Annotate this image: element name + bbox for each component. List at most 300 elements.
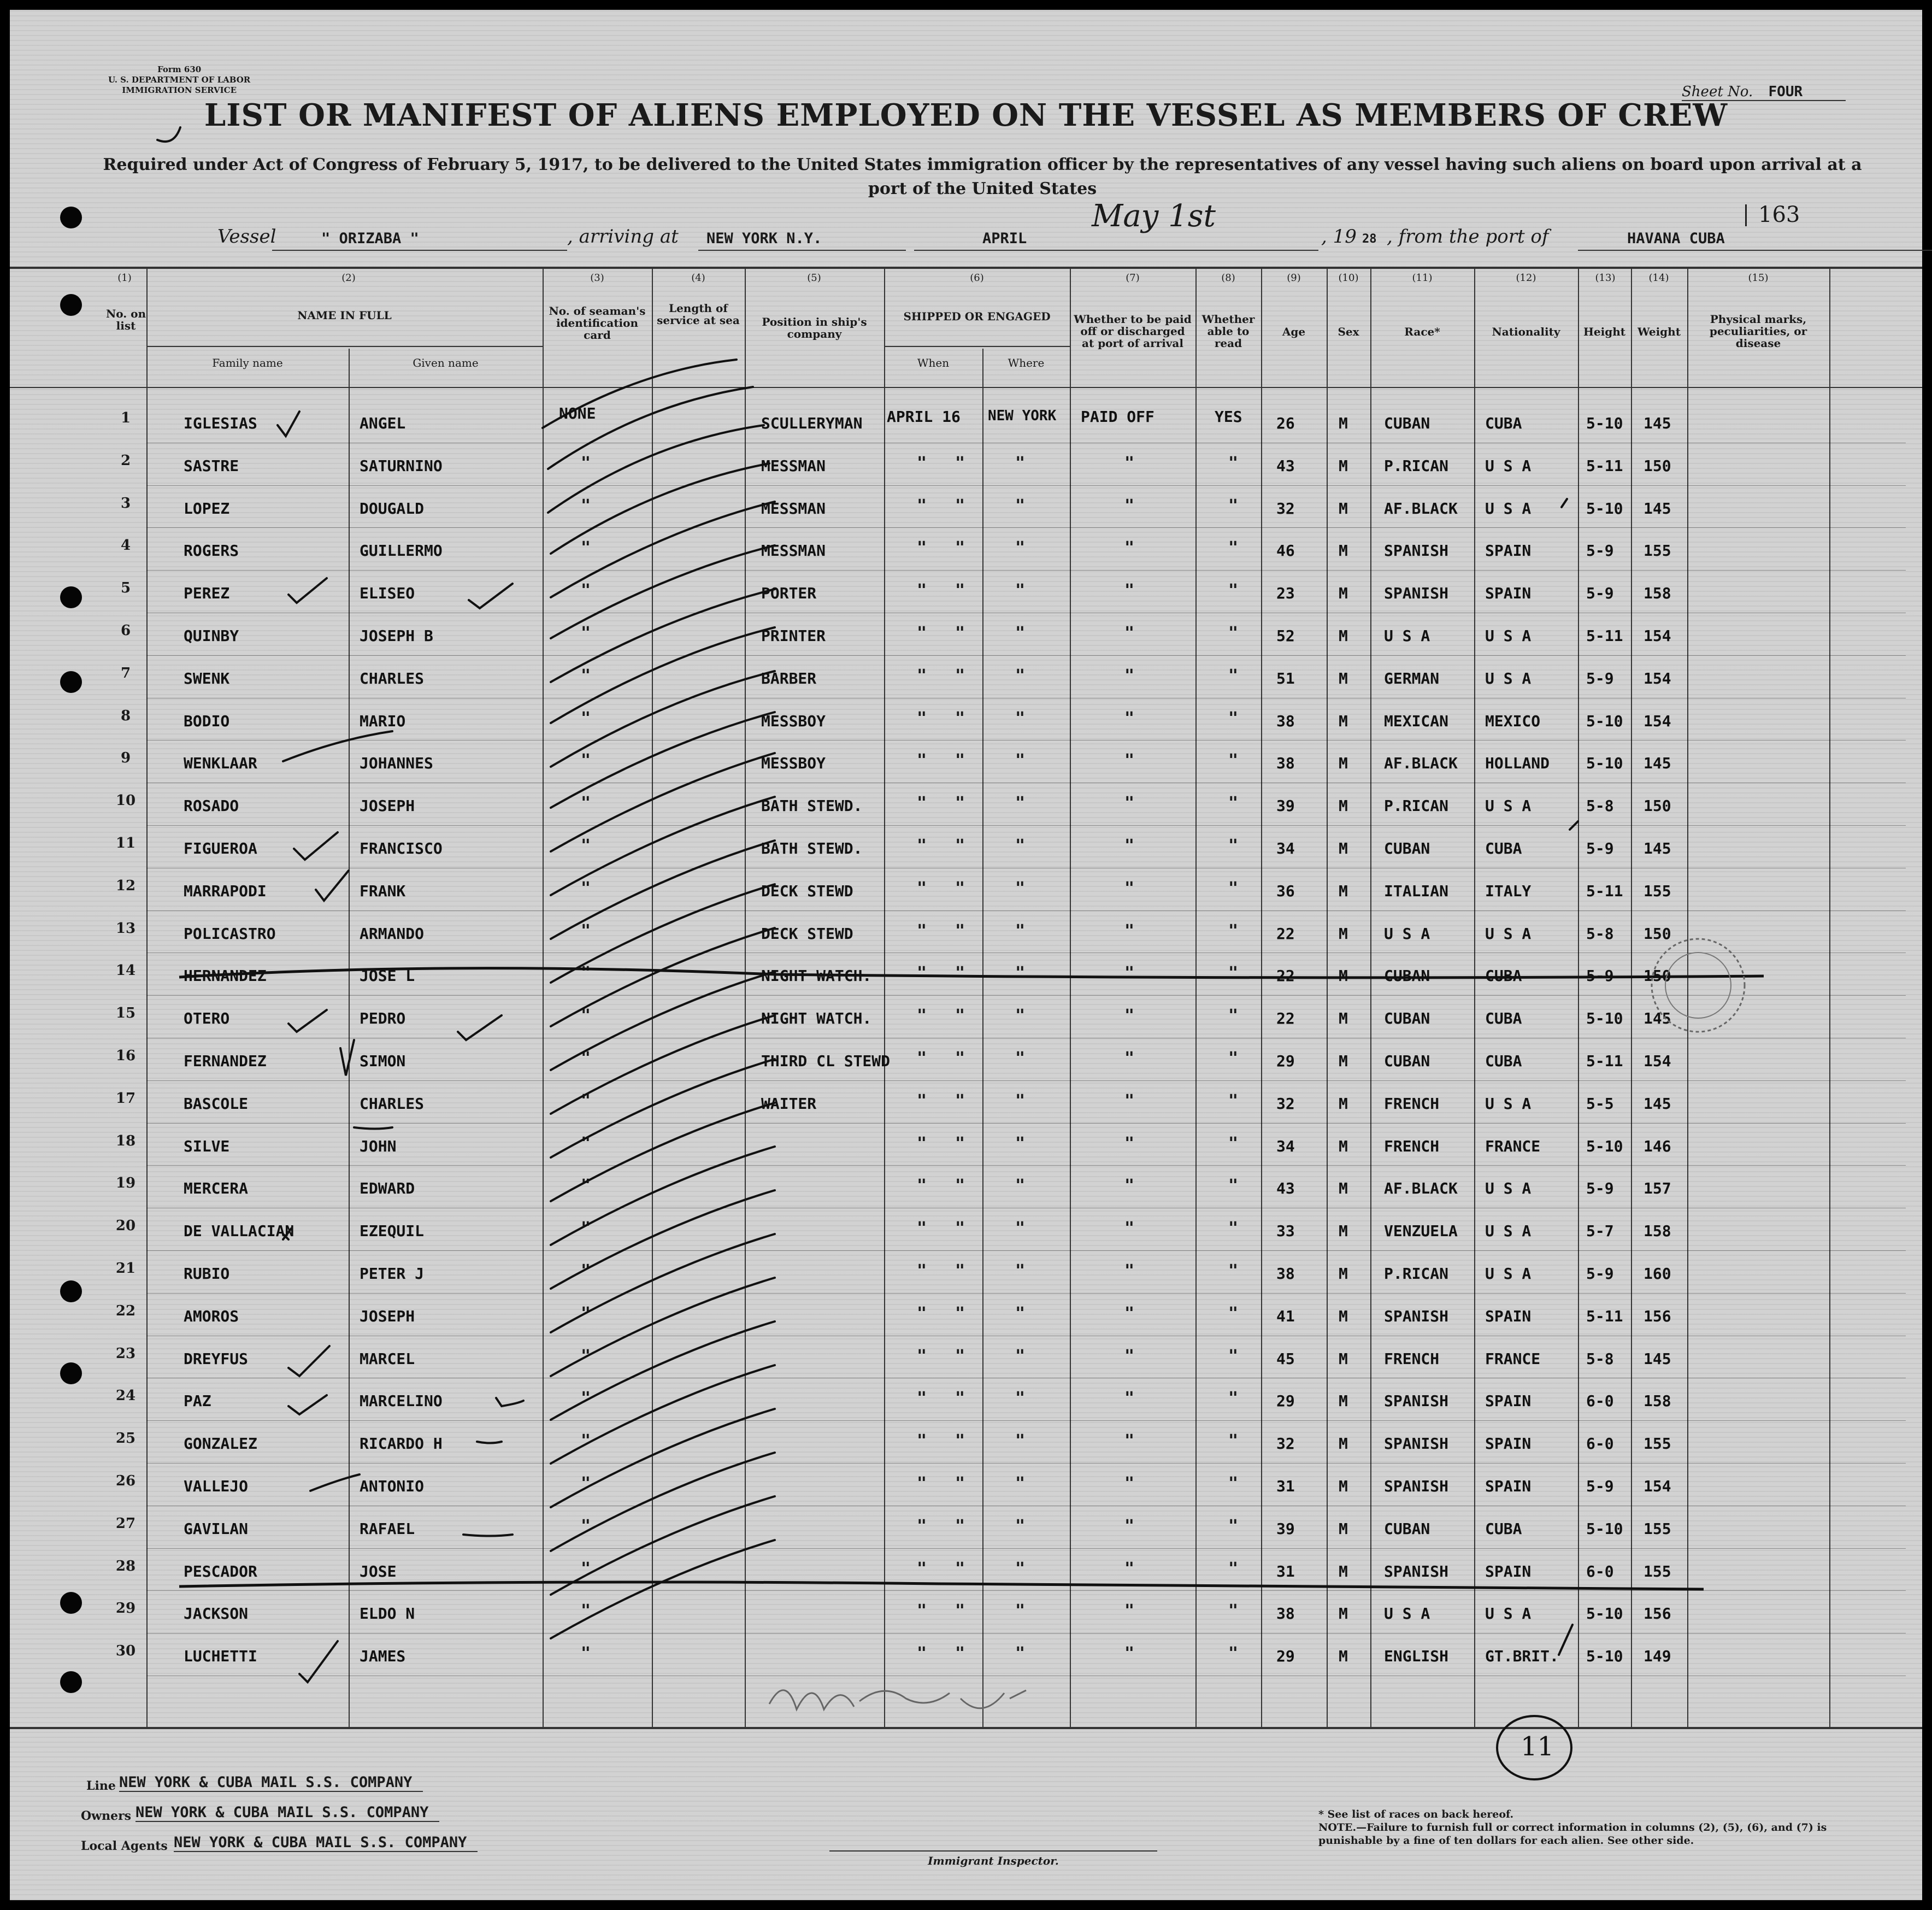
header-height: Height [1583,325,1625,338]
sex-cell: M [1339,499,1348,518]
race-cell: CUBAN [1384,1052,1430,1070]
race-cell: P.RICAN [1384,456,1449,475]
ditto-mark: " [1228,1389,1239,1408]
given-name-cell: FRANK [360,881,406,900]
ditto-mark: " [1015,1261,1026,1280]
able-read-value: YES [1215,408,1242,426]
given-name-cell: RICARDO H [360,1435,443,1453]
manifest-sheet [10,10,1922,1900]
family-name-cell: PESCADOR [184,1562,257,1580]
ditto-mark: " [1228,1346,1239,1366]
given-name-cell: JOHANNES [360,754,433,773]
ditto-mark: " [1015,1091,1026,1110]
weight-cell: 145 [1644,1349,1671,1368]
sex-cell: M [1339,1519,1348,1538]
header-given-name: Given name [413,356,479,369]
ditto-mark: " [581,1303,591,1323]
ditto-mark: " [1015,1644,1026,1664]
ditto-mark: " [1228,1219,1239,1238]
height-cell: 5-9 [1586,1179,1614,1198]
date-handwritten: May 1st [1092,198,1216,234]
family-name-cell: FIGUEROA [184,839,257,857]
line-label: Line [86,1779,116,1793]
weight-cell: 157 [1644,1179,1671,1198]
family-name-cell: BODIO [184,712,230,730]
race-cell: MEXICAN [1384,712,1449,730]
nationality-cell: U S A [1485,924,1532,943]
weight-cell: 156 [1644,1307,1671,1325]
sex-cell: M [1339,1265,1348,1283]
ditto-mark: " [1228,878,1239,898]
age-cell: 38 [1276,1265,1295,1283]
height-cell: 5-9 [1586,1265,1614,1283]
column-number: (11) [1412,272,1433,284]
sex-cell: M [1339,712,1348,730]
row-number: 26 [115,1473,136,1489]
column-number: (14) [1648,272,1669,284]
date-month: APRIL [982,230,1027,247]
sex-cell: M [1339,967,1348,985]
sex-cell: M [1339,584,1348,603]
weight-cell: 154 [1644,1477,1671,1495]
ditto-mark: " [581,1474,591,1493]
height-cell: 5-9 [1586,1477,1614,1495]
race-cell: VENZUELA [1384,1222,1458,1241]
ditto-mark: " [955,1049,965,1068]
row-number: 22 [115,1302,136,1319]
given-name-cell: EDWARD [360,1179,415,1198]
family-name-cell: MARRAPODI [184,881,267,900]
ditto-mark: " [955,794,965,813]
column-number: (10) [1338,272,1359,284]
nationality-cell: CUBA [1485,414,1522,432]
ditto-mark: " [917,1389,927,1408]
position-cell: MESSBOY [761,712,826,730]
row-number: 30 [115,1643,136,1660]
height-cell: 5-8 [1586,797,1614,815]
race-cell: CUBAN [1384,967,1430,985]
row-number: 14 [115,962,136,979]
page-title: LIST OR MANIFEST OF ALIENS EMPLOYED ON THE VESSEL AS MEMBERS OF CREW [204,97,1728,133]
position-cell: BATH STEWD. [761,839,863,857]
ditto-mark: " [581,1431,591,1451]
header-able-read: Whether able to read [1201,313,1255,350]
ditto-mark: " [1228,666,1239,685]
race-cell: ITALIAN [1384,881,1449,900]
ditto-mark: " [1015,1133,1026,1153]
race-cell: FRENCH [1384,1094,1440,1113]
ditto-mark: " [1015,1601,1026,1621]
column-number: (3) [590,272,604,284]
check-mark-icon [340,1040,354,1076]
sex-cell: M [1339,754,1348,773]
ditto-mark: " [1124,921,1135,941]
ditto-mark: " [1228,836,1239,855]
ditto-mark: " [1015,666,1026,685]
ditto-mark: " [1015,453,1026,473]
given-name-cell: RAFAEL [360,1519,415,1538]
race-cell: AF.BLACK [1384,1179,1458,1198]
ditto-mark: " [917,1091,927,1110]
age-cell: 29 [1276,1052,1295,1070]
row-number: 12 [115,877,136,894]
ditto-mark: " [917,836,927,855]
family-name-cell: PAZ [184,1392,211,1411]
ditto-mark: " [581,453,591,473]
ditto-mark: " [917,1516,927,1536]
ditto-mark: " [955,1303,965,1323]
ditto-mark: " [1228,581,1239,601]
ditto-mark: " [1124,1644,1135,1664]
position-cell: MESSMAN [761,456,826,475]
ditto-mark: " [917,751,927,771]
height-cell: 5-10 [1586,1137,1623,1155]
ditto-mark: " [1228,751,1239,771]
race-cell: SPANISH [1384,584,1449,603]
family-name-cell: RUBIO [184,1265,230,1283]
ditto-mark: " [1015,1389,1026,1408]
ditto-mark: " [955,1601,965,1621]
year-label: , 19 [1321,226,1357,248]
age-cell: 32 [1276,499,1295,518]
ditto-mark: " [917,1431,927,1451]
ditto-mark: " [581,581,591,601]
nationality-cell: CUBA [1485,1519,1522,1538]
given-name-cell: JOSEPH [360,797,415,815]
height-cell: 5-11 [1586,456,1623,475]
ditto-mark: " [1015,1431,1026,1451]
ditto-mark: " [1228,1431,1239,1451]
weight-cell: 158 [1644,584,1671,603]
ditto-mark: " [917,1133,927,1153]
given-name-cell: ARMANDO [360,924,425,943]
ditto-mark: " [917,666,927,685]
ditto-mark: " [955,1644,965,1664]
sex-cell: M [1339,456,1348,475]
header-nationality: Nationality [1492,325,1560,338]
ditto-mark: " [955,538,965,558]
nationality-cell: HOLLAND [1485,754,1550,773]
ditto-mark: " [955,1091,965,1110]
ditto-mark: " [581,1559,591,1578]
age-cell: 34 [1276,1137,1295,1155]
family-name-cell: SWENK [184,669,230,687]
ditto-mark: " [1015,708,1026,728]
family-name-cell: ROGERS [184,542,239,560]
position-cell: MESSMAN [761,499,826,518]
age-cell: 38 [1276,712,1295,730]
given-name-cell: JOSEPH [360,1307,415,1325]
ditto-mark: " [1124,1559,1135,1578]
nationality-cell: FRANCE [1485,1137,1541,1155]
row-number: 20 [115,1218,136,1235]
given-name-cell: ELDO N [360,1605,415,1623]
given-name-cell: JOHN [360,1137,397,1155]
sex-cell: M [1339,1562,1348,1580]
check-mark-icon [157,127,180,142]
height-cell: 5-9 [1586,542,1614,560]
vessel-name: " ORIZABA " [321,230,419,247]
nationality-cell: SPAIN [1485,1307,1532,1325]
ditto-mark: " [955,1516,965,1536]
race-cell: SPANISH [1384,1307,1449,1325]
family-name-cell: DE VALLACIAN [184,1222,294,1241]
ditto-mark: " [955,1219,965,1238]
race-cell: U S A [1384,924,1430,943]
ditto-mark: " [1124,1091,1135,1110]
row-number: 27 [115,1515,136,1532]
ditto-mark: " [1228,963,1239,983]
weight-cell: 150 [1644,924,1671,943]
ditto-mark: " [1015,963,1026,983]
header-age: Age [1282,325,1306,338]
ditto-mark: " [955,1176,965,1196]
ditto-mark: " [1124,878,1135,898]
header-where: Where [1008,356,1045,369]
sex-cell: M [1339,542,1348,560]
position-cell: WAITER [761,1094,817,1113]
family-name-cell: HERNANDEZ [184,967,267,985]
nationality-cell: SPAIN [1485,1392,1532,1411]
row-number: 21 [115,1260,136,1277]
ditto-mark: " [581,1516,591,1536]
ditto-mark: " [581,1133,591,1153]
owners-value: NEW YORK & CUBA MAIL S.S. COMPANY [136,1804,439,1822]
height-cell: 5-10 [1586,414,1623,432]
ditto-mark: " [955,1006,965,1026]
ditto-mark: " [1015,538,1026,558]
slash-mark [1559,1625,1572,1655]
family-name-cell: LOPEZ [184,499,230,518]
ditto-mark: " [1124,1049,1135,1068]
races-note: * See list of races on back hereof. [1318,1808,1514,1820]
column-number: (1) [117,272,132,284]
nationality-cell: ITALY [1485,881,1532,900]
row-number: 2 [120,452,131,469]
race-cell: SPANISH [1384,1477,1449,1495]
age-cell: 43 [1276,456,1295,475]
ditto-mark: " [1015,878,1026,898]
ditto-mark: " [1228,1006,1239,1026]
family-name-cell: GONZALEZ [184,1435,257,1453]
position-cell: DECK STEWD [761,881,853,900]
ditto-mark: " [1124,1006,1135,1026]
arriving-port: NEW YORK N.Y. [706,230,822,247]
weight-cell: 145 [1644,499,1671,518]
ditto-mark: " [1015,624,1026,643]
ditto-mark: " [1228,538,1239,558]
row-number: 10 [115,792,136,809]
age-cell: 36 [1276,881,1295,900]
ditto-mark: " [1124,1303,1135,1323]
ditto-mark: " [581,708,591,728]
age-cell: 34 [1276,839,1295,857]
ditto-mark: " [1228,921,1239,941]
weight-cell: 158 [1644,1222,1671,1241]
weight-cell: 154 [1644,712,1671,730]
position-cell: PORTER [761,584,817,603]
height-cell: 5-11 [1586,1307,1623,1325]
ditto-mark: " [1124,794,1135,813]
ditto-mark: " [955,921,965,941]
height-cell: 5-7 [1586,1222,1614,1241]
year-value: 28 [1362,232,1377,246]
family-name-cell: SILVE [184,1137,230,1155]
weight-cell: 145 [1644,1094,1671,1113]
height-cell: 5-9 [1586,967,1614,985]
given-name-cell: CHARLES [360,1094,425,1113]
family-name-cell: SASTRE [184,456,239,475]
height-cell: 5-8 [1586,1349,1614,1368]
race-cell: SPANISH [1384,542,1449,560]
nationality-cell: U S A [1485,1265,1532,1283]
check-mark-icon [458,1015,502,1040]
row-number: 25 [115,1430,136,1447]
from-label: , from the port of [1387,226,1549,248]
ditto-mark: " [581,1091,591,1110]
row-number: 23 [115,1345,136,1362]
age-cell: 32 [1276,1094,1295,1113]
header-race: Race* [1404,325,1440,338]
ditto-mark: " [917,921,927,941]
sex-cell: M [1339,1094,1348,1113]
ditto-mark: " [1015,836,1026,855]
ditto-mark: " [1124,708,1135,728]
sex-cell: M [1339,1179,1348,1198]
age-cell: 39 [1276,797,1295,815]
ditto-mark: " [1124,666,1135,685]
ditto-mark: " [581,496,591,515]
family-name-cell: DREYFUS [184,1349,249,1368]
ditto-mark: " [1228,708,1239,728]
race-cell: SPANISH [1384,1562,1449,1580]
row-number: 4 [120,537,131,554]
height-cell: 5-9 [1586,839,1614,857]
from-port: HAVANA CUBA [1627,230,1725,247]
nationality-cell: CUBA [1485,1009,1522,1028]
ditto-mark: " [1015,1346,1026,1366]
weight-cell: 154 [1644,669,1671,687]
sex-cell: M [1339,797,1348,815]
header-seaman-card: No. of seaman's identification card [549,304,646,342]
row-number: 18 [115,1132,136,1149]
weight-cell: 155 [1644,542,1671,560]
ditto-mark: " [1228,1261,1239,1280]
age-cell: 22 [1276,967,1295,985]
ditto-mark: " [1124,1431,1135,1451]
ditto-mark: " [1015,1559,1026,1578]
signature-icon [769,1690,1026,1709]
ditto-mark: " [1015,794,1026,813]
ditto-mark: " [917,1601,927,1621]
height-cell: 5-10 [1586,499,1623,518]
shipped-when-value: APRIL 16 [887,408,961,426]
age-cell: 38 [1276,1605,1295,1623]
given-name-cell: ANGEL [360,414,406,432]
sex-cell: M [1339,1435,1348,1453]
header-length-service: Length of service at sea [657,302,740,327]
age-cell: 31 [1276,1477,1295,1495]
ditto-mark: " [1015,1049,1026,1068]
ditto-mark: " [955,1474,965,1493]
ditto-mark: " [917,538,927,558]
ditto-mark: " [581,1006,591,1026]
position-cell: MESSBOY [761,754,826,773]
nationality-cell: SPAIN [1485,1435,1532,1453]
row-number: 16 [115,1048,136,1064]
ditto-mark: " [917,581,927,601]
penalty-note: NOTE.—Failure to furnish full or correct information in columns (2), (5), (6), and (7) is punishable by a fine of ten dollars for each alien. See other side. [1318,1821,1827,1847]
ditto-mark: " [1124,496,1135,515]
form-number: Form 630 [157,64,202,74]
sex-cell: M [1339,1647,1348,1666]
ditto-mark: " [1124,1176,1135,1196]
height-cell: 5-11 [1586,1052,1623,1070]
check-mark-icon [288,578,327,603]
row-number: 19 [115,1175,136,1192]
race-cell: AF.BLACK [1384,754,1458,773]
position-cell: NIGHT WATCH. [761,1009,872,1028]
age-cell: 22 [1276,924,1295,943]
ditto-mark: " [1228,1303,1239,1323]
shipped-where-value: NEW YORK [988,408,1057,424]
ditto-mark: " [581,1346,591,1366]
age-cell: 22 [1276,1009,1295,1028]
height-cell: 6-0 [1586,1392,1614,1411]
height-cell: 5-9 [1586,669,1614,687]
family-name-cell: PEREZ [184,584,230,603]
circled-number: 11 [1521,1731,1554,1762]
weight-cell: 145 [1644,839,1671,857]
ditto-mark: " [1124,836,1135,855]
ditto-mark: " [1228,624,1239,643]
given-name-cell: GUILLERMO [360,542,443,560]
nationality-cell: U S A [1485,669,1532,687]
ditto-mark: " [955,453,965,473]
age-cell: 26 [1276,414,1295,432]
agents-value: NEW YORK & CUBA MAIL S.S. COMPANY [174,1834,478,1852]
ditto-mark: " [917,1006,927,1026]
ditto-mark: " [1015,1006,1026,1026]
given-name-cell: ANTONIO [360,1477,425,1495]
column-number: (7) [1126,272,1140,284]
age-cell: 52 [1276,627,1295,645]
given-name-cell: SIMON [360,1052,406,1070]
family-name-cell: LUCHETTI [184,1647,257,1666]
sex-cell: M [1339,1009,1348,1028]
vessel-label: Vessel [217,226,276,248]
sheet-label: Sheet No. [1682,84,1753,100]
position-cell: MESSMAN [761,542,826,560]
department-name: U. S. DEPARTMENT OF LABOR [108,75,251,85]
ditto-mark: " [1124,1474,1135,1493]
height-cell: 5-5 [1586,1094,1614,1113]
family-name-cell: IGLESIAS [184,414,257,432]
row-number: 1 [120,410,131,426]
age-cell: 46 [1276,542,1295,560]
race-cell: CUBAN [1384,414,1430,432]
race-cell: P.RICAN [1384,797,1449,815]
age-cell: 23 [1276,584,1295,603]
race-cell: SPANISH [1384,1392,1449,1411]
race-cell: CUBAN [1384,839,1430,857]
check-mark-icon [288,1010,327,1032]
header-no-on-list: No. on list [105,307,146,332]
weight-cell: 154 [1644,1052,1671,1070]
height-cell: 5-10 [1586,1647,1623,1666]
ditto-mark: " [581,1049,591,1068]
ditto-mark: " [1228,1559,1239,1578]
